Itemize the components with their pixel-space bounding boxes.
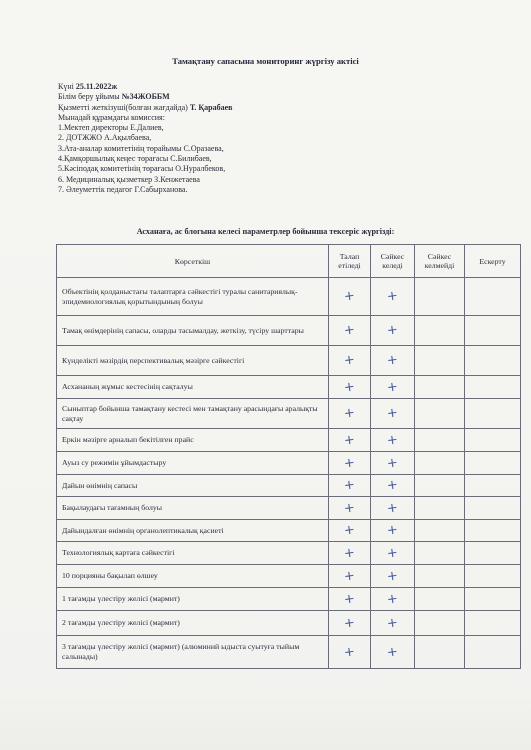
table-row xyxy=(57,636,521,669)
meta-label: 4.Қамқоршылық кеңес төрағасы С.Билибаев, xyxy=(58,154,212,164)
table-header-row xyxy=(57,245,521,278)
note-cell xyxy=(465,588,521,611)
check-mark: + xyxy=(343,454,356,472)
required-cell xyxy=(329,588,371,611)
table-row xyxy=(57,520,521,542)
check-mark: + xyxy=(343,405,356,422)
table-row xyxy=(57,376,521,399)
inspection-subtitle: Асханаға, ас блогына келесі параметрлер бойынша тексеріс жүргізді: xyxy=(136,227,395,236)
note-cell xyxy=(465,346,521,376)
required-cell xyxy=(329,429,371,452)
meta-label: Қызметті жеткізуші(болған жағдайда) xyxy=(58,102,190,112)
meta-line xyxy=(58,164,232,174)
header-note: Ескерту xyxy=(465,245,521,278)
complies-cell xyxy=(371,475,415,497)
note-cell xyxy=(465,542,521,565)
note-cell xyxy=(465,611,521,636)
check-mark: + xyxy=(386,614,399,632)
note-cell xyxy=(465,497,521,520)
check-mark: + xyxy=(343,643,356,661)
not-complies-cell xyxy=(415,452,465,475)
check-mark: + xyxy=(386,405,399,422)
indicator-cell: Объектінің қолданыстағы талаптарға сәйкестігі туралы санитариялық-эпидемиологиялық қорытындының болуы xyxy=(57,278,329,316)
not-complies-cell xyxy=(415,399,465,429)
indicator-cell: Технологиялық картаға сәйкестігі xyxy=(57,542,329,565)
table-row xyxy=(57,611,521,636)
note-cell xyxy=(465,316,521,346)
note-cell xyxy=(465,429,521,452)
table-row xyxy=(57,316,521,346)
header-indicator: Көрсеткіш xyxy=(57,245,329,278)
table-row xyxy=(57,565,521,588)
table-row xyxy=(57,278,521,316)
meta-line xyxy=(58,144,232,154)
indicator-cell: Күнделікті мәзірдің перспективалық мәзірге сәйкестігі xyxy=(57,346,329,376)
required-cell xyxy=(329,278,371,316)
complies-cell xyxy=(371,452,415,475)
not-complies-cell xyxy=(415,376,465,399)
complies-cell xyxy=(371,346,415,376)
meta-label: 1.Мектеп директоры Е.Далиев, xyxy=(58,123,164,133)
required-cell xyxy=(329,346,371,376)
meta-line xyxy=(58,103,232,113)
meta-label: 7. Әлеуметтік педагог Г.Сабырханова. xyxy=(58,184,188,194)
check-mark: + xyxy=(343,590,356,608)
check-mark: + xyxy=(386,378,399,396)
check-mark: + xyxy=(343,614,356,632)
meta-line xyxy=(58,185,232,195)
complies-cell xyxy=(371,542,415,565)
meta-value: 25.11.2022ж xyxy=(75,82,118,91)
required-cell xyxy=(329,611,371,636)
complies-cell xyxy=(371,497,415,520)
not-complies-cell xyxy=(415,475,465,497)
page-bottom-shade xyxy=(0,690,531,750)
not-complies-cell xyxy=(415,542,465,565)
meta-value: №34ЖОББМ xyxy=(121,92,170,102)
not-complies-cell xyxy=(415,316,465,346)
check-mark: + xyxy=(343,378,356,396)
meta-label: 6. Медициналық қызметкер З.Кенжетаева xyxy=(58,174,200,184)
indicator-cell: 3 тағамды үлестіру желісі (мармит) (алюминий ыдыста суытуға тыйым салынады) xyxy=(57,636,329,669)
table-row xyxy=(57,429,521,452)
header-not-complies: Сәйкес келмейді xyxy=(415,245,465,278)
meta-label: 5.Кәсіподақ комитетінің төрағасы О.Нуралбеков, xyxy=(58,164,226,174)
check-mark: + xyxy=(343,477,356,494)
not-complies-cell xyxy=(415,278,465,316)
complies-cell xyxy=(371,520,415,542)
meta-line xyxy=(58,123,232,133)
check-mark: + xyxy=(386,431,399,449)
header-complies: Сәйкес келеді xyxy=(371,245,415,278)
check-mark: + xyxy=(343,499,356,517)
note-cell xyxy=(465,565,521,588)
check-mark: + xyxy=(386,544,399,562)
required-cell xyxy=(329,316,371,346)
required-cell xyxy=(329,565,371,588)
note-cell xyxy=(465,278,521,316)
meta-line xyxy=(58,113,232,123)
complies-cell xyxy=(371,278,415,316)
table-row xyxy=(57,475,521,497)
check-mark: + xyxy=(343,322,356,339)
meta-label: Мынадай құрамдағы комиссия: xyxy=(58,112,165,122)
check-mark: + xyxy=(386,322,399,339)
meta-value: Т. Қарабаев xyxy=(189,102,233,112)
meta-line xyxy=(58,133,232,143)
meta-label: 2. ДОТЖЖО А.Ақылбаева, xyxy=(58,133,152,143)
monitoring-table xyxy=(56,244,521,669)
note-cell xyxy=(465,452,521,475)
table-row xyxy=(57,542,521,565)
required-cell xyxy=(329,376,371,399)
indicator-cell: Сыныптар бойынша тамақтану кестесі мен тамақтану арасындағы аралықты сақтау xyxy=(57,399,329,429)
check-mark: + xyxy=(386,477,399,494)
meta-label: Күні xyxy=(58,82,76,91)
check-mark: + xyxy=(386,499,399,517)
required-cell xyxy=(329,452,371,475)
note-cell xyxy=(465,475,521,497)
required-cell xyxy=(329,636,371,669)
check-mark: + xyxy=(386,352,399,369)
table-row xyxy=(57,588,521,611)
header-required: Талап етіледі xyxy=(329,245,371,278)
check-mark: + xyxy=(343,288,356,305)
complies-cell xyxy=(371,376,415,399)
check-mark: + xyxy=(386,643,399,661)
note-cell xyxy=(465,636,521,669)
not-complies-cell xyxy=(415,588,465,611)
indicator-cell: 10 порцияны бақылап өлшеу xyxy=(57,565,329,588)
check-mark: + xyxy=(343,352,356,369)
note-cell xyxy=(465,399,521,429)
complies-cell xyxy=(371,636,415,669)
complies-cell xyxy=(371,399,415,429)
indicator-cell: Асхананың жұмыс кестесінің сақталуы xyxy=(57,376,329,399)
table-row xyxy=(57,346,521,376)
meta-label: 3.Ата-аналар комитетінің төрайымы С.Оразаева, xyxy=(58,143,224,153)
meta-label: Білім беру ұйымы xyxy=(58,92,122,102)
meta-line xyxy=(58,154,232,164)
check-mark: + xyxy=(386,288,399,305)
indicator-cell: Ауыз су режимін ұйымдастыру xyxy=(57,452,329,475)
check-mark: + xyxy=(386,454,399,472)
note-cell xyxy=(465,520,521,542)
not-complies-cell xyxy=(415,520,465,542)
required-cell xyxy=(329,497,371,520)
indicator-cell: 2 тағамды үлестіру желісі (мармит) xyxy=(57,611,329,636)
check-mark: + xyxy=(386,522,399,539)
indicator-cell: Дайындалған өнімнің органолептикалық қасиеті xyxy=(57,520,329,542)
indicator-cell: 1 тағамды үлестіру желісі (мармит) xyxy=(57,588,329,611)
required-cell xyxy=(329,475,371,497)
complies-cell xyxy=(371,565,415,588)
check-mark: + xyxy=(343,522,356,539)
not-complies-cell xyxy=(415,636,465,669)
document-meta xyxy=(58,82,232,195)
complies-cell xyxy=(371,429,415,452)
meta-line xyxy=(58,175,232,185)
indicator-cell: Дайын өнімнің сапасы xyxy=(57,475,329,497)
note-cell xyxy=(465,376,521,399)
check-mark: + xyxy=(386,590,399,608)
not-complies-cell xyxy=(415,497,465,520)
not-complies-cell xyxy=(415,565,465,588)
table-row xyxy=(57,497,521,520)
not-complies-cell xyxy=(415,611,465,636)
meta-line xyxy=(58,82,232,92)
check-mark: + xyxy=(343,544,356,562)
check-mark: + xyxy=(386,567,399,585)
not-complies-cell xyxy=(415,429,465,452)
indicator-cell: Тамақ өнімдерінің сапасы, оларды тасымалдау, жеткізу, түсіру шарттары xyxy=(57,316,329,346)
indicator-cell: Бақылаудағы тағамның болуы xyxy=(57,497,329,520)
required-cell xyxy=(329,520,371,542)
required-cell xyxy=(329,542,371,565)
document-title: Тамақтану сапасына мониторинг жүргізу актісі xyxy=(172,56,359,66)
check-mark: + xyxy=(343,567,356,585)
not-complies-cell xyxy=(415,346,465,376)
complies-cell xyxy=(371,316,415,346)
complies-cell xyxy=(371,611,415,636)
complies-cell xyxy=(371,588,415,611)
required-cell xyxy=(329,399,371,429)
indicator-cell: Еркін мәзірге арналып бекітілген прайс xyxy=(57,429,329,452)
check-mark: + xyxy=(343,431,356,449)
meta-line xyxy=(58,92,232,102)
table-row xyxy=(57,399,521,429)
table-row xyxy=(57,452,521,475)
